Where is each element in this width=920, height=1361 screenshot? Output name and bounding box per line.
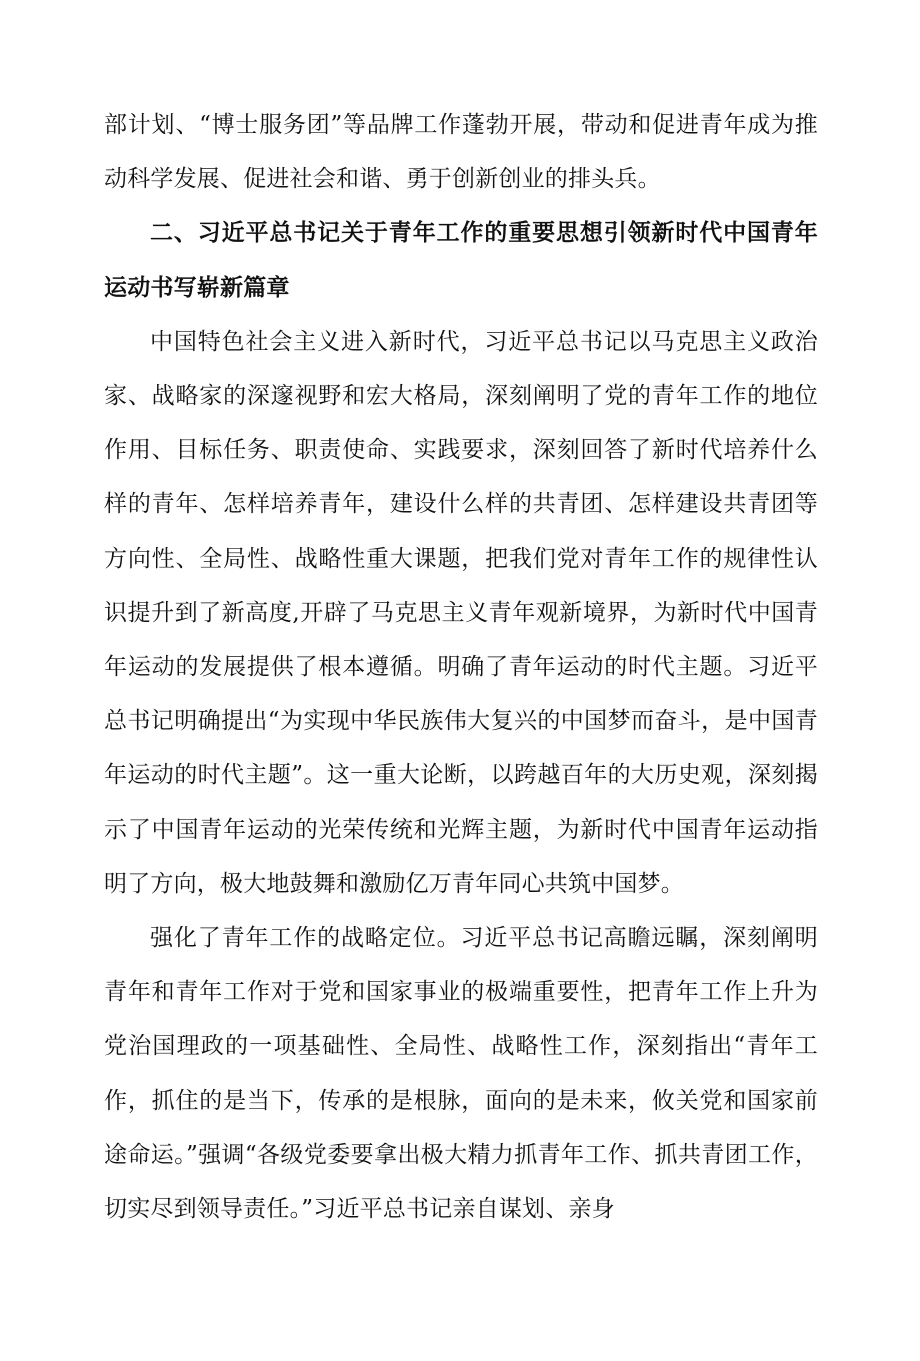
paragraph-body: 强化了青年工作的战略定位。习近平总书记高瞻远瞩，深刻阐明青年和青年工作对于党和国家事业的极端重要性，把青年工作上升为党治国理政的一项基础性、全局性、战略性工作，深刻指出“青年工作，抓住的是当下，传承的是根脉，面向的是未来，攸关党和国家前途命运。”强调“各级党委要拿出极大精力抓青年工作、抓共青团工作，切实尽到领导责任。”习近平总书记亲自谋划、亲身 <box>104 925 818 1223</box>
paragraph-body: 中国特色社会主义进入新时代，习近平总书记以马克思主义政治家、战略家的深邃视野和宏大格局，深刻阐明了党的青年工作的地位作用、目标任务、职责使命、实践要求，深刻回答了新时代培养什么样的青年、怎样培养青年，建设什么样的共青团、怎样建设共青团等方向性、全局性、战略性重大课题，把我们党对青年工作的规律性认识提升到了新高度,开辟了马克思主义青年观新境界，为新时代中国青年运动的发展提供了根本遵循。明确了青年运动的时代主题。习近平总书记明确提出“为实现中华民族伟大复兴的中国梦而奋斗，是中国青年运动的时代主题”。这一重大论断，以跨越百年的大历史观，深刻揭示了中国青年运动的光荣传统和光辉主题，为新时代中国青年运动指明了方向，极大地鼓舞和激励亿万青年同心共筑中国梦。 <box>104 328 818 897</box>
paragraph-continued: 部计划、“博士服务团”等品牌工作蓬勃开展，带动和促进青年成为推动科学发展、促进社会和谐、勇于创新创业的排头兵。 <box>104 112 818 193</box>
section-heading: 二、习近平总书记关于青年工作的重要思想引领新时代中国青年运动书写崭新篇章 <box>104 219 818 301</box>
document-page <box>104 98 818 1236</box>
